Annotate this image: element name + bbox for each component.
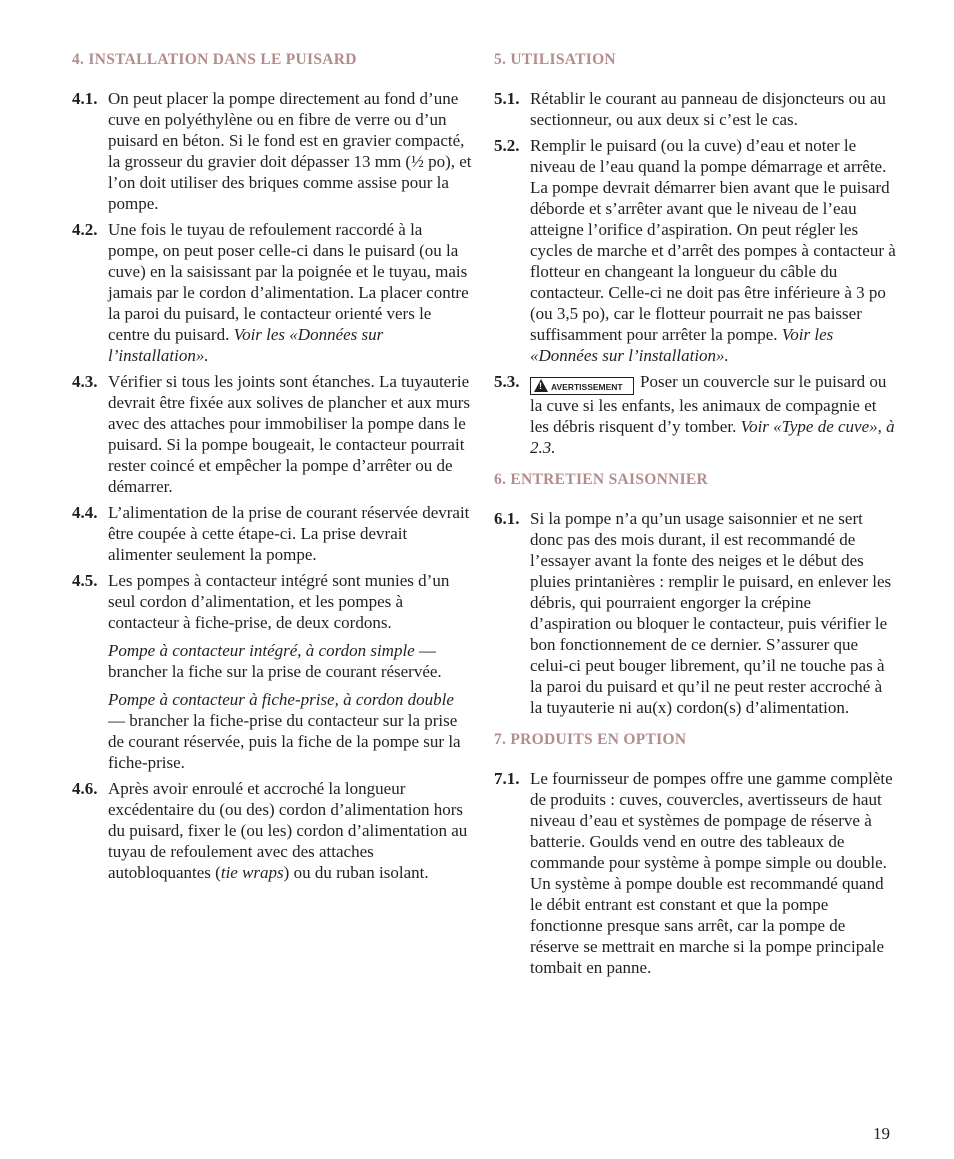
item-paragraph [530, 371, 896, 458]
section-title-installation: 4. INSTALLATION DANS LE PUISARD [72, 51, 357, 68]
list-item [494, 508, 896, 718]
item-text: Le fournisseur de pompes offre une gamme complète de produits : cuves, couvercles, avertisseurs de haut niveau d’eau et systèmes de pompage de réserve à batterie. Goulds vend en outre des tableaux de commande pour système à pompe simple ou double. Un système à pompe double est recommandé quand le débit entrant est constant et que la pompe fonctionne presque sans arrêt, car la pompe de réserve se mettrait en marche si la pompe principale tombait en panne. [530, 769, 893, 977]
item-paragraph [530, 135, 896, 366]
list-item [494, 135, 896, 366]
item-reference: Voir les «Données sur l’installation». [108, 325, 384, 365]
sub-text: — brancher la fiche-prise du contacteur sur la prise de courant réservée, puis la fiche de la pompe sur la fiche-prise. [108, 711, 461, 772]
item-text: Les pompes à contacteur intégré sont munies d’un seul cordon d’alimentation, et les pompes à contacteur à fiche-prise, de deux cordons. [108, 571, 450, 632]
list-item [72, 219, 472, 366]
item-number: 5.3. [494, 372, 520, 391]
item-text: L’alimentation de la prise de courant réservée devrait être coupée à cette étape-ci. La prise devrait alimenter seulement la pompe. [108, 503, 470, 564]
warning-triangle-icon [534, 379, 548, 392]
list-item [72, 570, 472, 773]
item-text: Vérifier si tous les joints sont étanches. La tuyauterie devrait être fixée aux solives de plancher et aux murs avec des attaches pour immobiliser la pompe dans le puisard. Si la pompe bougeait, le contacteur pourrait rester coincé et empêcher la pompe d’arrêter ou de démarrer. [108, 372, 471, 496]
item-subparagraph [108, 640, 472, 682]
warning-badge [530, 377, 634, 395]
item-text: Rétablir le courant au panneau de disjoncteurs ou au sectionneur, ou aux deux si c’est le cas. [530, 89, 886, 129]
item-text: On peut placer la pompe directement au fond d’une cuve en polyéthylène ou en fibre de verre ou d’un puisard en béton. Si le fond est en gravier compacté, la grosseur du gravier doit dépasser 13 mm (½ po), et l’on doit utiliser des briques comme assise pour la pompe. [108, 89, 472, 213]
list-item [494, 88, 896, 130]
section-title-produits: 7. PRODUITS EN OPTION [494, 731, 687, 748]
item-number: 4.6. [72, 779, 98, 798]
item-number: 4.3. [72, 372, 98, 391]
left-column [72, 50, 472, 888]
item-text: Une fois le tuyau de refoulement raccordé à la pompe, on peut poser celle-ci dans le puisard (ou la cuve) en la saisissant par la poignée et le tuyau, mais jamais par le cordon d’alimentation. La placer contre la paroi du puisard, le contacteur orienté vers le centre du puisard. [108, 220, 469, 344]
list-item [494, 371, 896, 458]
sub-heading: Pompe à contacteur intégré, à cordon simple [108, 641, 415, 660]
item-text: Poser un couvercle sur le puisard ou la cuve si les enfants, les animaux de compagnie et les débris risquent d’y tomber. [530, 372, 887, 436]
item-number: 4.1. [72, 89, 98, 108]
list-item [494, 768, 896, 978]
warning-badge-label: AVERTISSEMENT [551, 382, 623, 392]
item-number: 5.2. [494, 136, 520, 155]
sub-text: — brancher la fiche sur la prise de courant réservée. [108, 641, 442, 681]
list-item [72, 778, 472, 883]
item-reference: Voir «Type de cuve», à 2.3. [530, 417, 895, 457]
section-title-utilisation: 5. UTILISATION [494, 51, 616, 68]
item-term: tie wraps [220, 863, 284, 882]
item-text: Après avoir enroulé et accroché la longueur excédentaire du (ou des) cordon d’alimentation hors du puisard, fixer le (ou les) cordon d’alimentation au tuyau de refoulement avec des attaches autobloquantes ( [108, 779, 468, 882]
sub-heading: Pompe à contacteur à fiche-prise, à cordon double [108, 690, 454, 709]
item-text: Si la pompe n’a qu’un usage saisonnier et ne sert donc pas des mois durant, il est recommandé de l’essayer avant la fonte des neiges et le début des pluies printanières : remplir le puisard, en enlever les débris, qui pourraient engorger la crépine d’aspiration ou bloquer le contacteur, puis vérifier le bon fonctionnement de ce dernier. S’assurer que celui-ci peut bouger librement, qu’il ne touche pas à la paroi du puisard et qu’il ne peut rester accroché à la tuyauterie ni au(x) cordon(s) d’alimentation. [530, 509, 892, 717]
section-title-entretien: 6. ENTRETIEN SAISONNIER [494, 471, 709, 488]
list-item [72, 502, 472, 565]
list-item [72, 371, 472, 497]
list-item [72, 88, 472, 214]
item-subparagraph [108, 689, 472, 773]
item-number: 4.5. [72, 571, 98, 590]
item-number: 6.1. [494, 509, 520, 528]
item-text-end: ) ou du ruban isolant. [283, 863, 429, 882]
right-column [494, 50, 896, 983]
item-reference: Voir les «Données sur l’installation». [530, 325, 834, 365]
item-paragraph [108, 778, 472, 883]
page-number: 19 [873, 1124, 890, 1143]
item-number: 4.2. [72, 220, 98, 239]
item-paragraph [108, 219, 472, 366]
item-number: 5.1. [494, 89, 520, 108]
item-number: 7.1. [494, 769, 520, 788]
item-number: 4.4. [72, 503, 98, 522]
item-text: Remplir le puisard (ou la cuve) d’eau et noter le niveau de l’eau quand la pompe démarrage et arrête. La pompe devrait démarrer bien avant que le puisard déborde et s’arrêter avant que le niveau de l’eau atteigne l’orifice d’aspiration. On peut régler les cycles de marche et d’arrêt des pompes à contacteur à flotteur en changeant la longueur du câble du contacteur. Celle-ci ne doit pas être inférieure à 3 po (ou 3,5 po), car le flotteur pourrait ne pas baisser suffisamment pour arrêter la pompe. [530, 136, 896, 344]
